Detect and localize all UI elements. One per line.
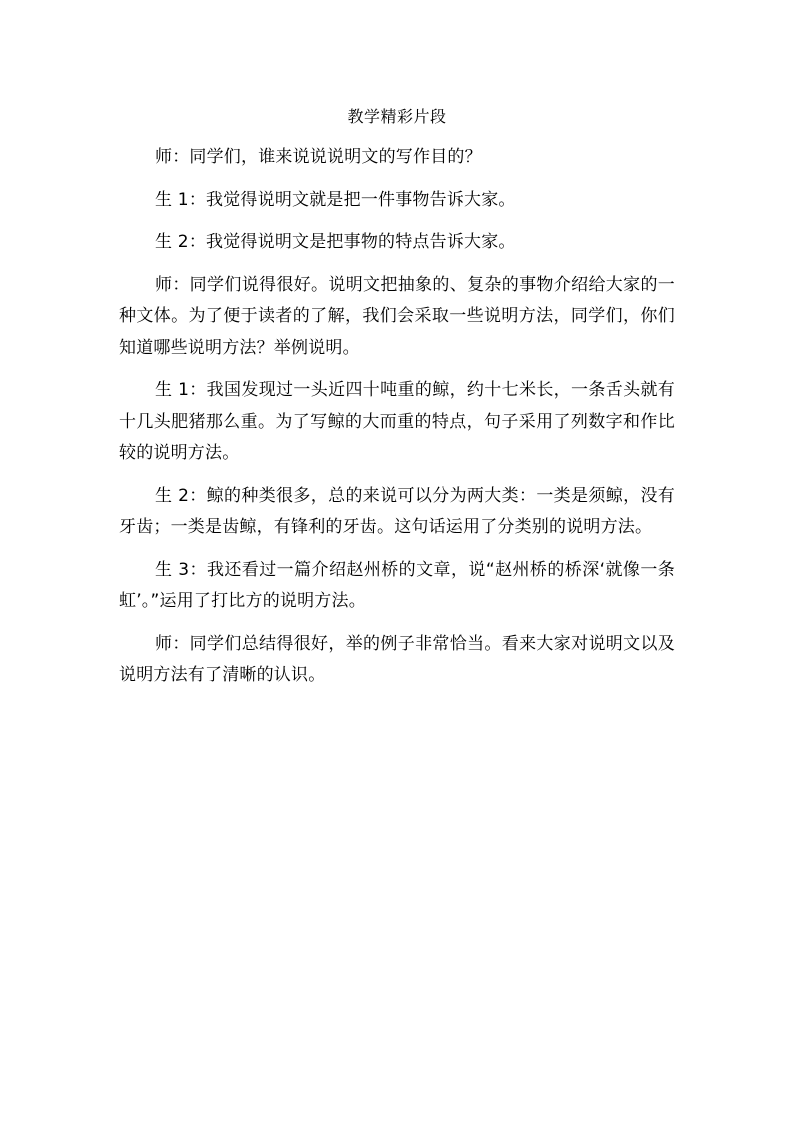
paragraph-student-1-answer: 生 1：我觉得说明文就是把一件事物告诉大家。 bbox=[155, 189, 516, 210]
paragraph-student-2-example: 生 2：鲸的种类很多，总的来说可以分为两大类：一类是须鲸，没有牙齿；一类是齿鲸，有锋利的牙齿。这句话运用了分类别的说明方法。 bbox=[119, 485, 675, 537]
paragraph-teacher-explanation: 师：同学们说得很好。说明文把抽象的、复杂的事物介绍给大家的一种文体。为了便于读者的了解，我们会采取一些说明方法，同学们，你们知道哪些说明方法？举例说明。 bbox=[119, 274, 675, 358]
document-title: 教学精彩片段 bbox=[347, 107, 447, 126]
paragraph-teacher-question: 师：同学们，谁来说说说明文的写作目的？ bbox=[155, 147, 482, 167]
paragraph-student-2-answer: 生 2：我觉得说明文是把事物的特点告诉大家。 bbox=[155, 232, 516, 252]
document-body bbox=[119, 142, 675, 692]
paragraph-teacher-summary: 师：同学们总结得很好，举的例子非常恰当。看来大家对说明文以及说明方法有了清晰的认识。 bbox=[119, 633, 675, 685]
paragraph-student-1-example: 生 1：我国发现过一头近四十吨重的鲸，约十七米长，一条舌头就有十几头肥猪那么重。为了写鲸的大而重的特点，句子采用了列数字和作比较的说明方法。 bbox=[119, 380, 675, 463]
paragraph-student-3-example: 生 3：我还看过一篇介绍赵州桥的文章，说“赵州桥的桥深‘就像一条虹’。”运用了打比方的说明方法。 bbox=[119, 559, 675, 611]
